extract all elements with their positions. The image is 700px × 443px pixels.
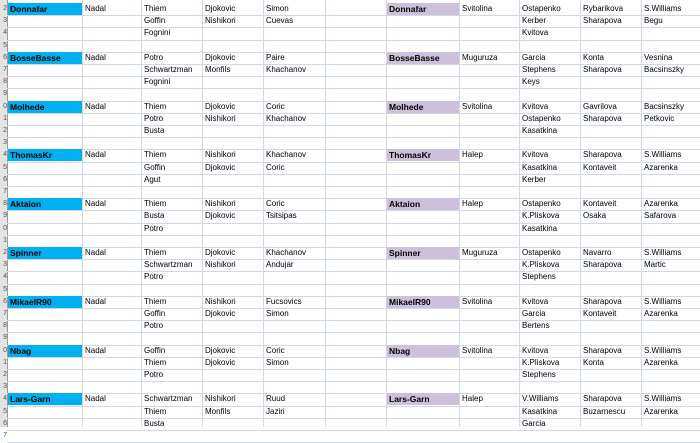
row-gridline	[7, 430, 700, 431]
women-pick-cell[interactable]: S.Williams	[644, 345, 682, 355]
women-pick-cell[interactable]: Garcia	[522, 418, 546, 428]
row-number[interactable]: 2	[3, 249, 7, 256]
women-pick-cell[interactable]: Kvitova	[522, 28, 549, 38]
row-number[interactable]: 2	[3, 5, 7, 12]
women-winner-cell[interactable]: Halep	[462, 199, 483, 209]
men-pick-cell[interactable]: Potro	[144, 321, 164, 331]
women-pick-cell[interactable]: Gavrilova	[583, 101, 617, 111]
men-pick-cell[interactable]: Djokovic	[205, 4, 236, 13]
women-pick-cell[interactable]: S.Williams	[644, 248, 682, 257]
women-pick-cell[interactable]: Azarenka	[644, 406, 678, 416]
row-number[interactable]: 8	[3, 200, 7, 208]
row-number[interactable]: 5	[3, 407, 7, 415]
women-pick-cell[interactable]: Martic	[644, 260, 666, 270]
player-name-cell[interactable]: Molhede	[387, 101, 459, 113]
men-pick-cell[interactable]: Ruud	[266, 394, 286, 404]
player-name-cell[interactable]: MikaelR90	[387, 296, 459, 308]
player-name-cell[interactable]: BosseBasse	[387, 52, 459, 64]
row-gridline	[7, 369, 700, 370]
row-number[interactable]: 9	[3, 334, 7, 342]
row-gridline	[7, 27, 700, 28]
player-name-cell[interactable]: MikaelR90	[8, 296, 82, 308]
women-pick-cell[interactable]: Rybarikova	[583, 4, 624, 13]
row-number[interactable]: 9	[3, 90, 7, 98]
men-pick-cell[interactable]: Nishikori	[205, 199, 236, 209]
men-pick-cell[interactable]: Coric	[266, 101, 285, 111]
women-pick-cell[interactable]: Kontaveit	[583, 199, 617, 209]
row-number[interactable]: 0	[3, 224, 7, 232]
row-number[interactable]: 0	[3, 346, 7, 354]
row-number[interactable]: 8	[3, 78, 7, 86]
men-pick-cell[interactable]: Thiem	[144, 150, 167, 160]
row-gridline	[7, 235, 700, 236]
men-pick-cell[interactable]: Agut	[144, 174, 161, 184]
women-pick-cell[interactable]: Stephens	[522, 370, 556, 379]
women-pick-cell[interactable]: Sharapova	[583, 65, 622, 74]
row-gridline	[7, 125, 700, 126]
women-winner-cell[interactable]: Halep	[462, 150, 483, 160]
women-pick-cell[interactable]: Ostapenko	[522, 199, 561, 209]
row-number[interactable]: 5	[3, 41, 7, 49]
women-pick-cell[interactable]: Azarenka	[644, 309, 678, 318]
men-winner-cell[interactable]: Nadal	[85, 199, 106, 209]
women-pick-cell[interactable]: Osaka	[583, 211, 607, 221]
women-pick-cell[interactable]: Navarro	[583, 248, 612, 257]
men-pick-cell[interactable]: Djokovic	[205, 52, 236, 62]
women-pick-cell[interactable]: Bacsinszky	[644, 65, 685, 74]
row-number[interactable]: 5	[3, 163, 7, 171]
women-pick-cell[interactable]: Ostapenko	[522, 4, 561, 13]
women-pick-cell[interactable]: Ostapenko	[522, 248, 561, 257]
men-pick-cell[interactable]: Potro	[144, 272, 164, 282]
men-pick-cell[interactable]: Thiem	[144, 296, 167, 306]
men-pick-cell[interactable]: Potro	[144, 113, 164, 123]
women-pick-cell[interactable]: K.Pliskova	[522, 357, 560, 367]
women-pick-cell[interactable]: K.Pliskova	[522, 260, 560, 270]
row-number[interactable]: 1	[3, 114, 7, 122]
men-pick-cell[interactable]: Khachanov	[266, 150, 307, 160]
men-pick-cell[interactable]: Simon	[266, 357, 289, 367]
row-number[interactable]: 3	[3, 261, 7, 269]
men-pick-cell[interactable]: Thiem	[144, 101, 167, 111]
men-pick-cell[interactable]: Djokovic	[205, 345, 236, 355]
women-pick-cell[interactable]: Kvitova	[522, 345, 549, 355]
row-number[interactable]: 2	[3, 371, 7, 378]
men-pick-cell[interactable]: Simon	[266, 309, 289, 318]
player-name-cell[interactable]: Aktaion	[387, 198, 459, 210]
men-pick-cell[interactable]: Fognini	[144, 28, 171, 38]
men-pick-cell[interactable]: Khachanov	[266, 65, 307, 74]
men-pick-cell[interactable]: Coric	[266, 162, 285, 172]
men-pick-cell[interactable]: Coric	[266, 199, 285, 209]
women-pick-cell[interactable]: Kvitova	[522, 296, 549, 306]
women-pick-cell[interactable]: Ostapenko	[522, 113, 561, 123]
women-pick-cell[interactable]: Kerber	[522, 174, 547, 184]
row-number[interactable]: 4	[3, 273, 7, 281]
women-winner-cell[interactable]: Svitolina	[462, 296, 493, 306]
women-pick-cell[interactable]: Kontaveit	[583, 162, 617, 172]
men-pick-cell[interactable]: Goffin	[144, 345, 166, 355]
row-number[interactable]: 7	[3, 66, 7, 73]
men-pick-cell[interactable]: Monfils	[205, 65, 231, 74]
women-pick-cell[interactable]: Sharapova	[583, 260, 622, 270]
player-name-cell[interactable]: Molhede	[8, 101, 82, 113]
men-winner-cell[interactable]: Nadal	[85, 4, 106, 13]
player-name-cell[interactable]: ThomasKr	[387, 149, 459, 161]
men-pick-cell[interactable]: Tsitsipas	[266, 211, 297, 221]
women-pick-cell[interactable]: Keys	[522, 77, 540, 87]
men-pick-cell[interactable]: Fucsovics	[266, 296, 302, 306]
row-number[interactable]: 6	[3, 53, 7, 61]
men-winner-cell[interactable]: Nadal	[85, 150, 106, 160]
women-pick-cell[interactable]: K.Pliskova	[522, 211, 560, 221]
row-gridline	[7, 271, 700, 272]
row-gridline	[7, 186, 700, 187]
women-pick-cell[interactable]: Kasatkina	[522, 223, 558, 233]
row-gridline	[7, 174, 700, 175]
row-gridline	[7, 223, 700, 224]
women-pick-cell[interactable]: V.Williams	[522, 394, 559, 404]
men-winner-cell[interactable]: Nadal	[85, 394, 106, 404]
men-pick-cell[interactable]: Monfils	[205, 406, 231, 416]
men-pick-cell[interactable]: Simon	[266, 4, 289, 13]
women-winner-cell[interactable]: Svitolina	[462, 4, 493, 13]
women-pick-cell[interactable]: Kvitova	[522, 150, 549, 160]
men-pick-cell[interactable]: Jaziri	[266, 406, 285, 416]
men-pick-cell[interactable]: Schwartzman	[144, 260, 193, 270]
men-winner-cell[interactable]: Nadal	[85, 101, 106, 111]
player-name-cell[interactable]: Lars-Garn	[387, 393, 459, 405]
men-winner-cell[interactable]: Nadal	[85, 296, 106, 306]
women-pick-cell[interactable]: Kasatkina	[522, 162, 558, 172]
player-name-cell[interactable]: Spinner	[8, 247, 82, 259]
men-pick-cell[interactable]: Fognini	[144, 77, 171, 87]
women-pick-cell[interactable]: Petkovic	[644, 113, 675, 123]
men-pick-cell[interactable]: Schwartzman	[144, 65, 193, 74]
women-pick-cell[interactable]: Azarenka	[644, 162, 678, 172]
women-pick-cell[interactable]: Kerber	[522, 16, 547, 26]
row-gridline	[7, 137, 700, 138]
row-number[interactable]: 2	[3, 127, 7, 134]
men-pick-cell[interactable]: Cuevas	[266, 16, 294, 26]
women-pick-cell[interactable]: Sharapova	[583, 394, 622, 404]
women-pick-cell[interactable]: Kasatkina	[522, 406, 558, 416]
row-gridline	[7, 88, 700, 89]
row-number[interactable]: 3	[3, 17, 7, 25]
men-pick-cell[interactable]: Goffin	[144, 162, 166, 172]
row-number[interactable]: 7	[3, 188, 7, 195]
men-pick-cell[interactable]: Nishikori	[205, 394, 236, 404]
row-number[interactable]: 7	[3, 432, 7, 439]
row-gridline	[7, 381, 700, 382]
men-pick-cell[interactable]: Khachanov	[266, 248, 307, 257]
player-name-cell[interactable]: Spinner	[387, 247, 459, 259]
men-pick-cell[interactable]: Thiem	[144, 4, 167, 13]
women-pick-cell[interactable]: Stephens	[522, 65, 556, 74]
men-pick-cell[interactable]: Coric	[266, 345, 285, 355]
women-pick-cell[interactable]: Azarenka	[644, 357, 678, 367]
men-pick-cell[interactable]: Nishikori	[205, 150, 236, 160]
women-pick-cell[interactable]: Begu	[644, 16, 663, 26]
player-name-cell[interactable]: Nbag	[8, 345, 82, 357]
women-pick-cell[interactable]: Kasatkina	[522, 126, 558, 135]
row-number[interactable]: 8	[3, 322, 7, 330]
men-pick-cell[interactable]: Potro	[144, 52, 164, 62]
women-pick-cell[interactable]: Sharapova	[583, 345, 622, 355]
women-pick-cell[interactable]: Kvitova	[522, 101, 549, 111]
women-winner-cell[interactable]: Muguruza	[462, 52, 498, 62]
women-pick-cell[interactable]: Bertens	[522, 321, 550, 331]
player-name-cell[interactable]: ThomasKr	[8, 149, 82, 161]
women-pick-cell[interactable]: Kontaveit	[583, 309, 617, 318]
men-pick-cell[interactable]: Busta	[144, 126, 165, 135]
player-name-cell[interactable]: Aktaion	[8, 198, 82, 210]
row-gridline	[7, 40, 700, 41]
men-pick-cell[interactable]: Nishikori	[205, 16, 236, 26]
men-pick-cell[interactable]: Busta	[144, 211, 165, 221]
men-winner-cell[interactable]: Nadal	[85, 248, 106, 257]
women-pick-cell[interactable]: Sharapova	[583, 150, 622, 160]
women-pick-cell[interactable]: Garcia	[522, 52, 546, 62]
men-pick-cell[interactable]: Potro	[144, 223, 164, 233]
player-name-cell[interactable]: Donnafar	[387, 3, 459, 15]
row-number[interactable]: 1	[3, 358, 7, 366]
men-pick-cell[interactable]: Nishikori	[205, 260, 236, 270]
men-pick-cell[interactable]: Thiem	[144, 406, 167, 416]
men-pick-cell[interactable]: Schwartzman	[144, 394, 193, 404]
men-pick-cell[interactable]: Busta	[144, 418, 165, 428]
row-number[interactable]: 9	[3, 212, 7, 220]
women-pick-cell[interactable]: Sharapova	[583, 296, 622, 306]
row-number[interactable]: 6	[3, 175, 7, 183]
row-number[interactable]: 7	[3, 310, 7, 317]
player-name-cell[interactable]: Lars-Garn	[8, 393, 82, 405]
women-pick-cell[interactable]: Bacsinszky	[644, 101, 685, 111]
player-name-cell[interactable]: Nbag	[387, 345, 459, 357]
women-pick-cell[interactable]: S.Williams	[644, 296, 682, 306]
row-gridline	[7, 284, 700, 285]
men-pick-cell[interactable]: Djokovic	[205, 162, 236, 172]
row-number[interactable]: 6	[3, 297, 7, 305]
row-number[interactable]: 4	[3, 395, 7, 403]
men-pick-cell[interactable]: Potro	[144, 370, 164, 379]
men-pick-cell[interactable]: Paire	[266, 52, 285, 62]
women-pick-cell[interactable]: Konta	[583, 357, 604, 367]
women-winner-cell[interactable]: Muguruza	[462, 248, 498, 257]
row-gridline	[7, 332, 700, 333]
men-pick-cell[interactable]: Goffin	[144, 309, 166, 318]
men-pick-cell[interactable]: Thiem	[144, 199, 167, 209]
women-pick-cell[interactable]: Garcia	[522, 309, 546, 318]
row-number[interactable]: 3	[3, 139, 7, 147]
men-pick-cell[interactable]: Djokovic	[205, 309, 236, 318]
men-pick-cell[interactable]: Djokovic	[205, 101, 236, 111]
women-winner-cell[interactable]: Svitolina	[462, 101, 493, 111]
men-pick-cell[interactable]: Nishikori	[205, 296, 236, 306]
women-pick-cell[interactable]: Buzarnescu	[583, 406, 626, 416]
women-pick-cell[interactable]: S.Williams	[644, 4, 682, 13]
row-number[interactable]: 6	[3, 419, 7, 427]
women-pick-cell[interactable]: Stephens	[522, 272, 556, 282]
row-number[interactable]: 4	[3, 29, 7, 37]
men-pick-cell[interactable]: Khachanov	[266, 113, 307, 123]
women-pick-cell[interactable]: Azarenka	[644, 199, 678, 209]
men-pick-cell[interactable]: Djokovic	[205, 211, 236, 221]
men-pick-cell[interactable]: Djokovic	[205, 357, 236, 367]
women-winner-cell[interactable]: Halep	[462, 394, 483, 404]
women-pick-cell[interactable]: Sharapova	[583, 113, 622, 123]
row-gridline	[7, 418, 700, 419]
row-number[interactable]: 1	[3, 236, 7, 244]
women-pick-cell[interactable]: Safarova	[644, 211, 677, 221]
row-number[interactable]: 3	[3, 383, 7, 391]
women-winner-cell[interactable]: Svitolina	[462, 345, 493, 355]
men-winner-cell[interactable]: Nadal	[85, 52, 106, 62]
men-pick-cell[interactable]: Nishikori	[205, 113, 236, 123]
row-number[interactable]: 4	[3, 151, 7, 159]
men-winner-cell[interactable]: Nadal	[85, 345, 106, 355]
row-number[interactable]: 0	[3, 102, 7, 110]
player-name-cell[interactable]: BosseBasse	[8, 52, 82, 64]
row-gridline	[7, 76, 700, 77]
men-pick-cell[interactable]: Djokovic	[205, 248, 236, 257]
player-name-cell[interactable]: Donnafar	[8, 3, 82, 15]
row-number[interactable]: 5	[3, 285, 7, 293]
men-pick-cell[interactable]: Thiem	[144, 248, 167, 257]
women-pick-cell[interactable]: Vesnina	[644, 52, 673, 62]
men-pick-cell[interactable]: Thiem	[144, 357, 167, 367]
men-pick-cell[interactable]: Goffin	[144, 16, 166, 26]
women-pick-cell[interactable]: S.Williams	[644, 394, 682, 404]
women-pick-cell[interactable]: Sharapova	[583, 16, 622, 26]
row-gridline	[7, 320, 700, 321]
women-pick-cell[interactable]: Konta	[583, 52, 604, 62]
men-pick-cell[interactable]: Andujar	[266, 260, 294, 270]
women-pick-cell[interactable]: S.Williams	[644, 150, 682, 160]
